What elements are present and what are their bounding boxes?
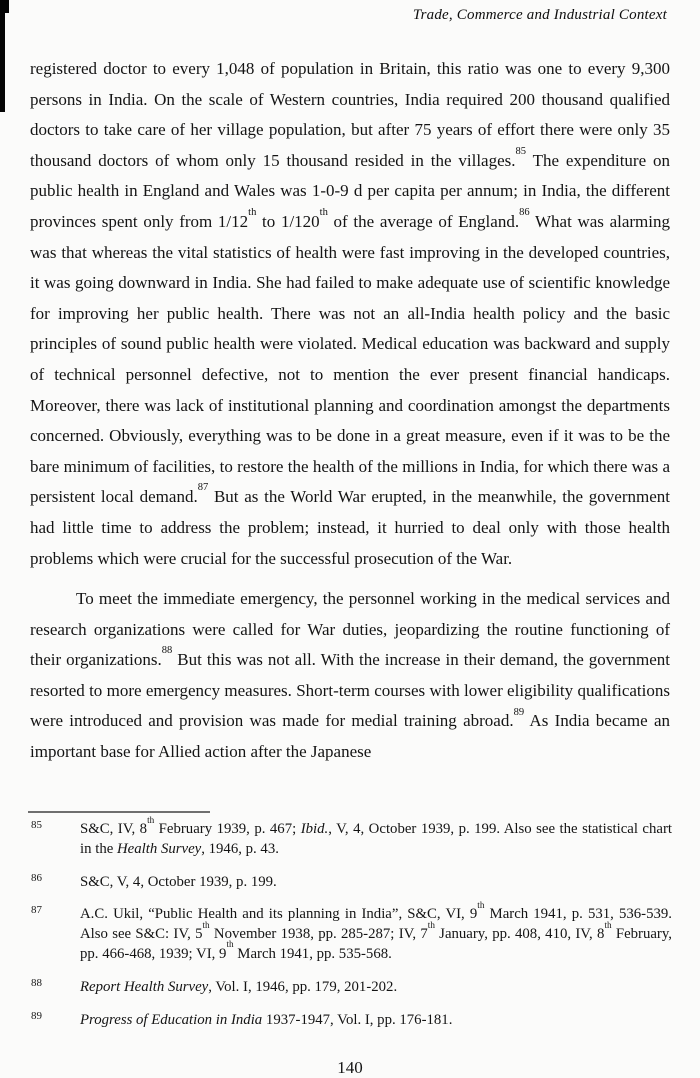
body-paragraph-1: registered doctor to every 1,048 of population in Britain, this ratio was one to every 9,300 persons in India. On the scale of Western countries, India required 200 thousand qualified doctors to take care of her village population, but after 75 years of effort there were only 35 thousand doctors of whom only 15 thousand resided in the villages.$^{85}$ The expenditure on public health in England and Wales was 1-0-9 d per capita per annum; in India, the different provinces spent only from 1/12th to 1/120th of the average of England.$^{86}$ What was alarming was that whereas the vital statistics of health were fast improving in the developed countries, it was going downward in India. She had failed to make adequate use of scientific knowledge for improving her public health. There was not an all-India health policy and the basic principles of sound public health were violated. Medical education was backward and supply of technical personnel defective, not to mention the ever present financial handicaps. Moreover, there was lack of institutional planning and coordination amongst the departments concerned. Obviously, everything was to be done in a great measure, even if it was to be the bare minimum of facilities, to restore the health of the millions in India, for which there was a persistent local demand.$^{87}$ But as the World War erupted, in the meanwhile, the government had little time to address the problem; instead, it hurried to deal only with those health problems which were crucial for the successful prosecution of the War. [30, 59, 670, 568]
footnote-number: 88 [31, 976, 42, 989]
footnote-item [30, 873, 672, 893]
footnote-number: 85 [31, 819, 42, 831]
footnote-text: Progress of Education in India 1937-1947, Vol. I, pp. 176-181. [80, 1011, 453, 1028]
body-paragraph-2: To meet the immediate emergency, the personnel working in the medical services and research organizations were called for War duties, jeopardizing the routine functioning of their organizations.$^{88}$ But this was not all. With the increase in their demand, the government resorted to more emergency measures. Short-term courses with lower eligibility qualifications were introduced and provision was made for medial training abroad.$^{89}$ As India became an important base for Allied action after the Japanese [30, 589, 671, 762]
page-number: 140 [337, 1058, 363, 1077]
footnote-text: S&C, V, 4, October 1939, p. 199. [80, 873, 277, 890]
scan-artifact-corner-blob [0, 0, 9, 13]
footnote-text: A.C. Ukil, “Public Health and its planning in India”, S&C, VI, 9th March 1941, p. 531, 536-539. Also see S&C: IV, 5th November 1938, pp. 285-287; IV, 7th January, pp. 408, 410, IV, 8th February, pp. 466-468, 1939; VI, 9th March 1941, pp. 535-568. [80, 899, 672, 962]
footnote-item [30, 814, 673, 860]
body-text [30, 54, 670, 768]
footnote-text: S&C, IV, 8th February 1939, p. 467; Ibid., V, 4, October 1939, p. 199. Also see the statistical chart in the Health Survey, 1946, p. 43. [80, 814, 673, 857]
footnote-number: 87 [31, 904, 42, 917]
footnote-text: Report Health Survey, Vol. I, 1946, pp. 179, 201-202. [80, 978, 398, 995]
running-header: Trade, Commerce and Industrial Context [412, 7, 667, 23]
footnote-item [30, 978, 672, 998]
footnote-item [30, 899, 672, 964]
footnote-separator-rule [28, 811, 210, 813]
footnote-item [30, 1011, 672, 1031]
footnote-number: 86 [31, 871, 42, 884]
footnotes-section [30, 814, 673, 1043]
footnote-number: 89 [31, 1009, 42, 1022]
scan-artifact-left-strip [0, 0, 5, 112]
